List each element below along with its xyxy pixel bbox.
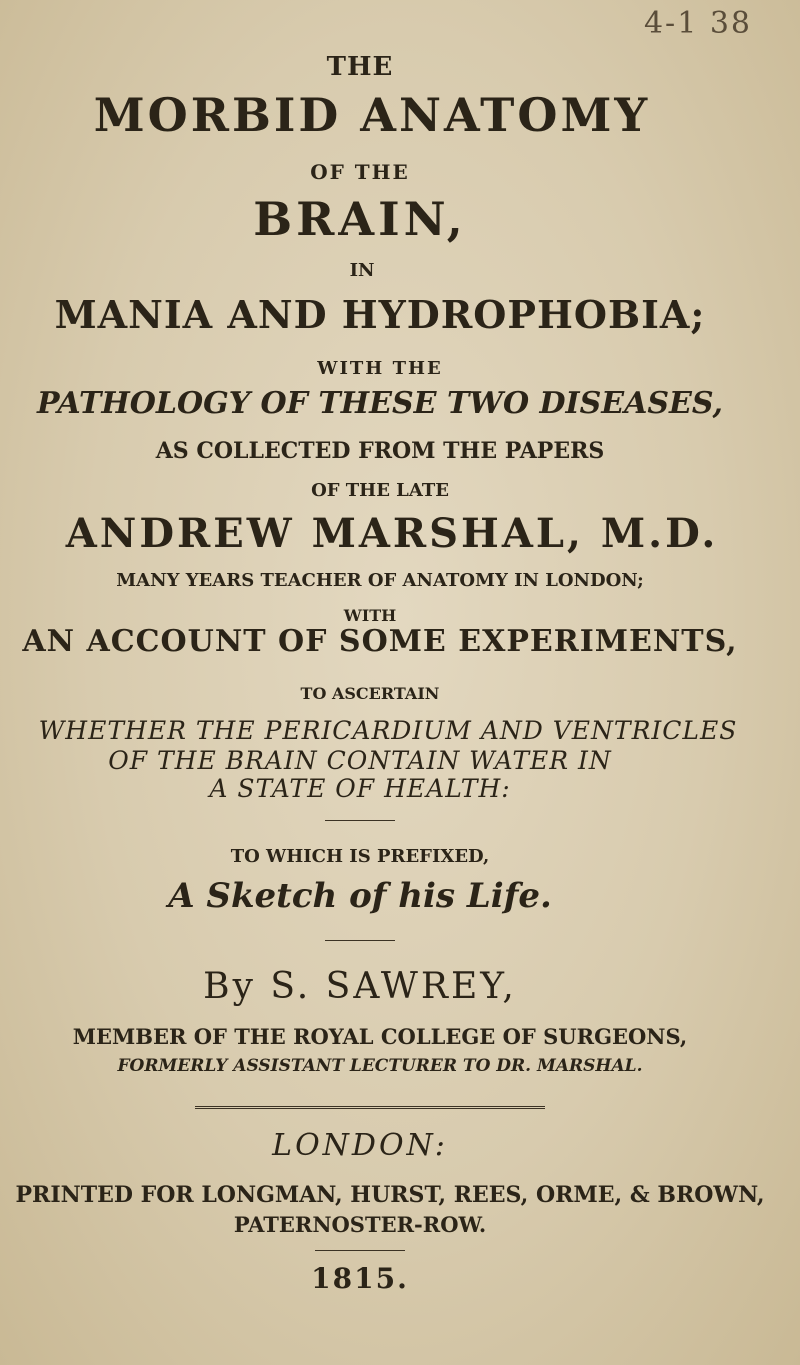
brain-line: BRAIN, [253, 192, 467, 246]
divider-rule-3 [315, 1250, 405, 1251]
printed-for-line: PRINTED FOR LONGMAN, HURST, REES, ORME, & BROWN, [15, 1182, 765, 1208]
formerly-line: FORMERLY ASSISTANT LECTURER TO DR. MARSHAL. [117, 1056, 643, 1076]
of-the-line: OF THE [310, 160, 410, 184]
prefixed-line: TO WHICH IS PREFIXED, [230, 846, 490, 867]
library-mark: 4-1 38 [643, 6, 752, 41]
of-the-brain-line: OF THE BRAIN CONTAIN WATER IN [108, 746, 612, 775]
life-sketch-line: A Sketch of his Life. [168, 876, 552, 916]
divider-double-rule [195, 1106, 545, 1112]
divider-rule-1 [325, 820, 395, 821]
to-ascertain-line: TO ASCERTAIN [300, 684, 440, 703]
the-line: THE [326, 52, 394, 82]
address-line: PATERNOSTER-ROW. [233, 1212, 487, 1237]
mania-line: MANIA AND HYDROPHOBIA; [54, 292, 706, 337]
with-the-line: WITH THE [317, 358, 443, 379]
whether-line: WHETHER THE PERICARDIUM AND VENTRICLES [38, 716, 738, 745]
year-line: 1815. [311, 1262, 409, 1295]
book-title: MORBID ANATOMY [93, 88, 651, 142]
by-line: By S. SAWREY, [203, 966, 517, 1007]
pathology-line: PATHOLOGY OF THESE TWO DISEASES, [37, 386, 723, 421]
many-years-line: MANY YEARS TEACHER OF ANATOMY IN LONDON; [116, 570, 644, 591]
with-line: WITH [343, 606, 397, 625]
divider-rule-2 [325, 940, 395, 941]
of-the-late-line: OF THE LATE [311, 480, 449, 501]
member-line: MEMBER OF THE ROYAL COLLEGE OF SURGEONS, [72, 1024, 688, 1049]
author-name: ANDREW MARSHAL, M.D. [65, 510, 719, 557]
as-collected-line: AS COLLECTED FROM THE PAPERS [155, 438, 605, 464]
city-line: LONDON: [272, 1128, 448, 1163]
experiments-line: AN ACCOUNT OF SOME EXPERIMENTS, [22, 624, 738, 659]
state-of-health-line: A STATE OF HEALTH: [209, 774, 511, 803]
in-line: IN [349, 260, 375, 281]
